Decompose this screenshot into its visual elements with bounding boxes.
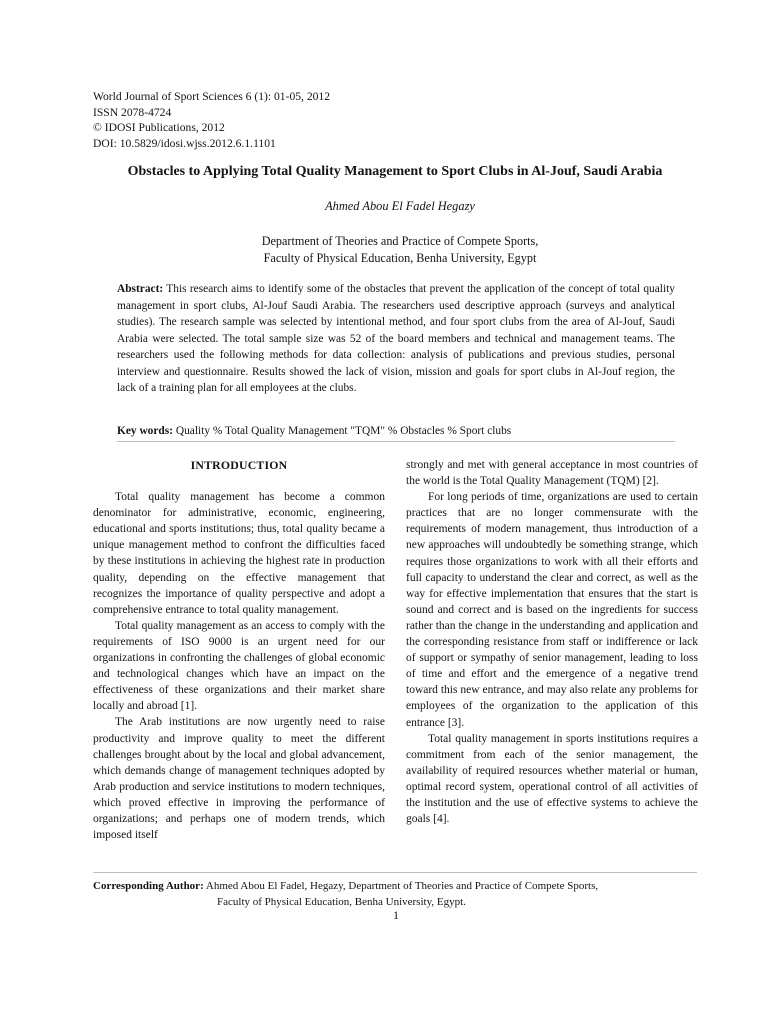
doi: DOI: 10.5829/idosi.wjss.2012.6.1.1101	[93, 136, 276, 150]
paragraph: For long periods of time, organizations are used to certain practices that are no longer commensurate with the requirements of modern management, thus introduction of a new approaches will undoubtedly be something strange, which requires those organizations to work with all their efforts and full capacity to understand the clear and correct, as well as the way for effective implementation that ensures that the start is sound and correct and is based on the ingredients for success rather than the change in the understanding and application and the corresponding resistance from staff or indifference or lack of support or sympathy of senior management, leading to loss of time and effort and the emergence of a negative trend toward this new entrance, and may also relate any problems for employees of the organization to the application of this entrance [3].	[406, 491, 698, 729]
paragraph: Total quality management as an access to comply with the requirements of ISO 9000 is an urgent need for our organizations in confronting the challenges of global economic and technological changes which have an impact on the effectiveness of these organizations and their market share locally and abroad [1].	[93, 619, 385, 713]
abstract	[117, 281, 675, 397]
paragraph: Total quality management has become a common denominator for administrative, economic, engineering, educational and sports institutions; thus, total quality became a unique management method to confront the difficulties faced by these institutions in achieving the highest rate in production quality, depending on the effective management that recognizes the importance of quality perspective and adopt a comprehensive entrance to total quality management.	[93, 491, 385, 616]
affiliation	[80, 233, 720, 267]
paragraph-continuation: strongly and met with general acceptance in most countries of the world is the Total Quality Management (TQM) [2].	[406, 459, 698, 488]
author-name: Ahmed Abou El Fadel Hegazy	[325, 199, 475, 213]
keywords-text: Quality % Total Quality Management "TQM" % Obstacles % Sport clubs	[173, 425, 512, 437]
journal-header	[93, 89, 330, 151]
abstract-text: This research aims to identify some of the obstacles that prevent the application of the concept of total quality management in sport clubs, Al-Jouf Saudi Arabia. The researchers used descriptive approach (surveys and analytical studies). The research sample was selected by intentional method, and four sport clubs from the area of Al-Jouf, Saudi Arabia were selected. The total sample size was 52 of the board members and technical and management teams. The researchers used the following methods for data collection: analysis of publications and previous studies, personal interview and questionnaire. Results showed the lack of vision, mission and goals for sport clubs in Al-Jouf region, the lack of a training plan for all employees at the clubs.	[117, 283, 675, 394]
affiliation-line-2: Faculty of Physical Education, Benha University, Egypt	[263, 251, 537, 265]
footnote-divider	[93, 872, 697, 873]
copyright: © IDOSI Publications, 2012	[93, 121, 225, 135]
right-column	[406, 457, 698, 827]
section-heading: INTRODUCTION	[190, 458, 288, 472]
paper-title: Obstacles to Applying Total Quality Management to Sport Clubs in Al-Jouf, Saudi Arabia	[127, 164, 663, 179]
journal-citation: World Journal of Sport Sciences 6 (1): 01-05, 2012	[93, 90, 331, 103]
keywords-label: Key words:	[117, 425, 173, 437]
left-column	[93, 457, 385, 843]
corresponding-author-label: Corresponding Author:	[93, 880, 204, 892]
keywords	[117, 425, 687, 437]
page-number: 1	[393, 908, 399, 922]
issn: ISSN 2078-4724	[93, 105, 172, 119]
paragraph: The Arab institutions are now urgently need to raise productivity and improve quality to meet the different challenges brought about by the local and global advancement, which demands change of management techniques adopted by Arab production and service institutions to modern techniques, which proved effective in improving the performance of organizations; and perhaps one of modern trends, which imposed itself	[93, 716, 385, 842]
corresponding-author	[93, 879, 598, 910]
affiliation-line-1: Department of Theories and Practice of Compete Sports,	[261, 234, 539, 248]
keywords-divider	[117, 441, 675, 442]
corresponding-author-line-1: Ahmed Abou El Fadel, Hegazy, Department of Theories and Practice of Compete Sports,	[203, 880, 599, 892]
abstract-label: Abstract:	[117, 283, 164, 295]
paragraph: Total quality management in sports institutions requires a commitment from each of the senior management, the availability of required resources whether material or human, optimal record system, operational control of all activities of the institution and the use of effective systems to achieve the goals [4].	[406, 732, 698, 826]
corresponding-author-line-2: Faculty of Physical Education, Benha University, Egypt.	[217, 895, 466, 908]
